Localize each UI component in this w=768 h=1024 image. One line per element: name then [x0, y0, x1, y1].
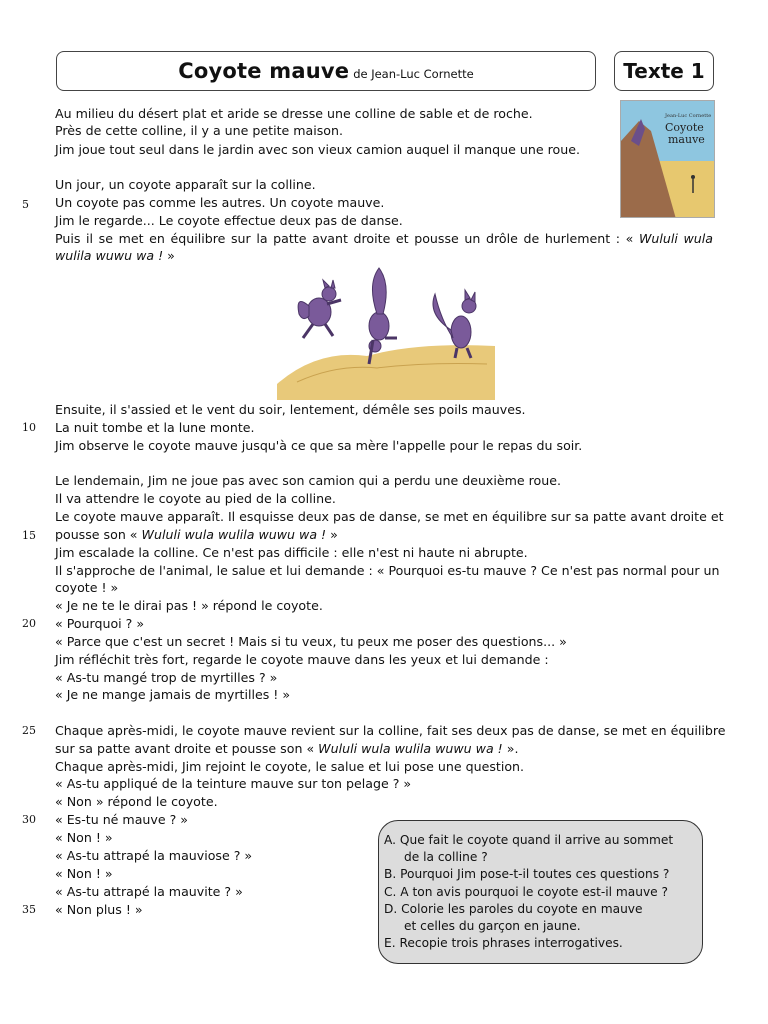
book-title: Coyote mauve	[178, 59, 350, 83]
text-line	[55, 230, 713, 247]
book-author: de Jean-Luc Cornette	[353, 67, 474, 81]
text-line: Au milieu du désert plat et aride se dresse une colline de sable et de roche.	[55, 106, 533, 121]
text-line: « Non » répond le coyote.	[55, 794, 218, 809]
question-text: et celles du garçon en jaune.	[404, 919, 581, 933]
question-text: de la colline ?	[404, 850, 488, 864]
text-line: Le lendemain, Jim ne joue pas avec son camion qui a perdu une deuxième roue.	[55, 473, 561, 488]
text-line: « Es-tu né mauve ? »	[55, 812, 188, 827]
text-segment-italic: Wululi wula wulila wuwu wa !	[318, 741, 503, 756]
cover-author: Jean-Luc Cornette	[665, 113, 712, 119]
question-b: B. Pourquoi Jim pose-t-il toutes ces questions ?	[384, 867, 670, 881]
text-line: Jim le regarde... Le coyote effectue deux pas de danse.	[55, 213, 403, 228]
text-segment-italic: Wululi wula	[638, 231, 713, 246]
text-segment: pousse son «	[55, 527, 138, 542]
line-number: 35	[22, 903, 36, 916]
text-segment: sur sa patte avant droite et pousse son «	[55, 741, 315, 756]
text-line: Ensuite, il s'assied et le vent du soir, lentement, démêle ses poils mauves.	[55, 402, 526, 417]
text-line: « As-tu attrapé la mauviose ? »	[55, 848, 253, 863]
text-line: Près de cette colline, il y a une petite maison.	[55, 123, 343, 138]
text-line	[55, 247, 713, 264]
text-line: Jim escalade la colline. Ce n'est pas difficile : elle n'est ni haute ni abrupte.	[55, 545, 528, 560]
text-line: « Je ne te le dirai pas ! » répond le coyote.	[55, 598, 323, 613]
line-number: 5	[22, 198, 29, 211]
line-number: 10	[22, 421, 36, 434]
line-number: 20	[22, 617, 36, 630]
texte-label: Texte 1	[614, 51, 714, 91]
text-segment: ».	[506, 741, 519, 756]
text-line: Chaque après-midi, Jim rejoint le coyote, le salue et lui pose une question.	[55, 759, 525, 774]
text-line: Jim joue tout seul dans le jardin avec son vieux camion auquel il manque une roue.	[55, 142, 580, 157]
text-line: Il va attendre le coyote au pied de la colline.	[55, 491, 336, 506]
text-line: Jim réfléchit très fort, regarde le coyote mauve dans les yeux et lui demande :	[55, 652, 549, 667]
text-segment: »	[330, 527, 338, 542]
line-number: 30	[22, 813, 36, 826]
text-line: Un jour, un coyote apparaît sur la colline.	[55, 177, 316, 192]
text-line: « Non ! »	[55, 866, 113, 881]
coyotes-illustration	[277, 264, 495, 400]
question-e: E. Recopie trois phrases interrogatives.	[384, 936, 623, 950]
text-line	[55, 526, 713, 543]
cover-title-2: mauve	[668, 133, 705, 146]
text-line: Il s'approche de l'animal, le salue et lui demande : « Pourquoi es-tu mauve ? Ce n'est pas normal pour un	[55, 563, 720, 578]
line-number: 25	[22, 724, 36, 737]
question-a-continued	[384, 849, 488, 866]
text-line: Un coyote pas comme les autres. Un coyote mauve.	[55, 195, 385, 210]
text-segment: »	[167, 248, 175, 263]
text-line: « Pourquoi ? »	[55, 616, 145, 631]
text-line	[55, 740, 713, 757]
question-d: D. Colorie les paroles du coyote en mauve	[384, 902, 643, 916]
text-line: Chaque après-midi, le coyote mauve revient sur la colline, fait ses deux pas de danse, se met en équilibre	[55, 723, 726, 738]
text-line: « As-tu mangé trop de myrtilles ? »	[55, 670, 278, 685]
line-number: 15	[22, 529, 36, 542]
question-d-continued	[384, 918, 581, 935]
text-line: Le coyote mauve apparaît. Il esquisse deux pas de danse, se met en équilibre sur sa patte avant droite et	[55, 509, 724, 524]
text-line: « Parce que c'est un secret ! Mais si tu veux, tu peux me poser des questions... »	[55, 634, 567, 649]
text-line: La nuit tombe et la lune monte.	[55, 420, 255, 435]
question-a: A. Que fait le coyote quand il arrive au sommet	[384, 833, 674, 847]
book-cover-illustration	[621, 101, 715, 218]
text-line: coyote ! »	[55, 580, 119, 595]
title-box	[56, 51, 596, 91]
text-line: Jim observe le coyote mauve jusqu'à ce que sa mère l'appelle pour le repas du soir.	[55, 438, 583, 453]
text-line: « Je ne mange jamais de myrtilles ! »	[55, 687, 291, 702]
text-segment-italic: wulila wuwu wa !	[55, 248, 164, 263]
book-cover-image	[620, 100, 715, 218]
question-c: C. A ton avis pourquoi le coyote est-il mauve ?	[384, 885, 669, 899]
text-line: « As-tu appliqué de la teinture mauve sur ton pelage ? »	[55, 776, 412, 791]
cover-title-1: Coyote	[665, 121, 704, 134]
text-line: « As-tu attrapé la mauvite ? »	[55, 884, 243, 899]
text-segment-italic: Wululi wula wulila wuwu wa !	[141, 527, 327, 542]
text-line: « Non ! »	[55, 830, 113, 845]
text-line: « Non plus ! »	[55, 902, 143, 917]
text-segment: Puis il se met en équilibre sur la patte avant droite et pousse un drôle de hurlement : «	[55, 231, 634, 246]
